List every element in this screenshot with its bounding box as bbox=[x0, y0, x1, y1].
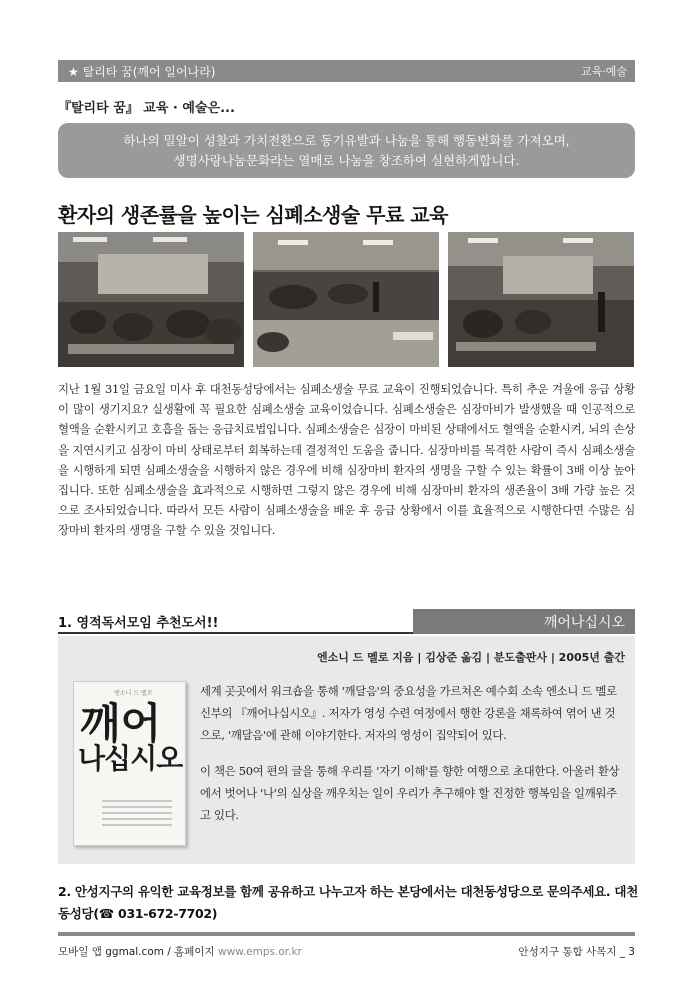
cpr-class-photo-1 bbox=[58, 232, 244, 367]
book-cover-title-top: 깨어 bbox=[80, 699, 162, 748]
intro-line: 생명사랑나눔문화라는 열매로 나눔을 창조하여 실현하게합니다. bbox=[173, 153, 520, 168]
page-label: 안성지구 통합 사목지 _ 3 bbox=[518, 946, 635, 958]
photo-strip bbox=[58, 232, 635, 367]
footer-divider bbox=[58, 932, 635, 936]
cpr-class-photo-3 bbox=[448, 232, 634, 367]
section-header-bar bbox=[58, 60, 635, 82]
book-description-paragraph: 이 책은 50여 편의 글을 통해 우리를 '자기 이해'를 향한 여행으로 초대한다. 아울러 환상에서 벗어나 '나'의 실상을 깨우치는 일이 우리가 추구해야 할 진정한 행복임을 일깨워주고 있다. bbox=[200, 764, 620, 822]
footer-homepage-link[interactable]: www.emps.or.kr bbox=[218, 946, 302, 958]
intro-line: 하나의 밀알이 성찰과 가치전환으로 동기유발과 나눔을 통해 행동변화를 가져오며, bbox=[123, 133, 570, 148]
footer-links bbox=[58, 944, 302, 959]
photo-image bbox=[58, 232, 244, 367]
recommendation-label: 1. 영적독서모임 추천도서!! bbox=[58, 616, 219, 631]
book-cover-author: 엔소니 드 멜로 bbox=[114, 690, 153, 697]
recommendation-header bbox=[58, 609, 635, 634]
article-body: 지난 1월 31일 금요일 미사 후 대천동성당에서는 심폐소생술 무료 교육이 진행되었습니다. 특히 추운 겨울에 응급 상황이 많이 생기지요? 실생활에 꼭 필요한 심폐소생술 교육이었습니다. 심폐소생술은 심장마비가 발생했을 때 인공적으로 혈액을 순환시키고 호흡을 돕는 응급치료법입니다. 심폐소생술은 심장이 마비된 상태에서도 혈액을 순환시켜, 뇌의 손상을 지연시키고 심장이 마비 상태로부터 회복하는데 결정적인 도움을 줍니다. 심장마비를 목격한 사람이 즉시 심폐소생술을 시행하게 되면 심폐소생술을 시행하지 않은 경우에 비해 심장마비 환자의 생명을 구할 수 있는 확률이 3배 이상 높아집니다. 또한 심폐소생술을 효과적으로 시행하면 그렇지 않은 경우에 비해 심장마비 환자의 생존율이 3배 가량 높은 것으로 조사되었습니다. 따라서 모든 사람이 심폐소생술을 배운 후 응급 상황에서 이를 효율적으로 시행한다면 수많은 심장마비 환자의 생명을 구할 수 있을 것입니다. bbox=[58, 382, 635, 538]
intro-heading: 『탈리타 꿈』 교육 · 예술은... bbox=[58, 101, 235, 116]
cpr-class-photo-2 bbox=[253, 232, 439, 367]
intro-box bbox=[58, 123, 635, 178]
section-title: ★ 탈리타 꿈(깨어 일어나라) bbox=[68, 65, 216, 79]
photo-image bbox=[448, 232, 634, 367]
footer-mobile: 모바일 앱 ggmal.com / 홈페이지 bbox=[58, 946, 219, 958]
photo-image bbox=[253, 232, 439, 367]
recommendation-panel bbox=[58, 636, 635, 864]
section-category: 교육·예술 bbox=[580, 65, 627, 78]
contact-notice: 2. 안성지구의 유익한 교육정보를 함께 공유하고 나누고자 하는 본당에서는 대천동성당으로 문의주세요. 대천동성당(☎ 031-672-7702) bbox=[58, 884, 638, 921]
book-description bbox=[200, 680, 625, 826]
book-title-tag: 깨어나십시오 bbox=[413, 609, 635, 634]
book-cover-blurb bbox=[102, 800, 172, 830]
book-cover bbox=[73, 681, 186, 846]
book-description-paragraph: 세계 곳곳에서 워크숍을 통해 '깨달음'의 중요성을 가르쳐온 예수회 소속 엔소니 드 멜로 신부의 『깨어나십시오』. 저자가 영성 수련 여정에서 행한 강론을 채록하여 엮어 낸 것으로, '깨달음'에 관해 이야기한다. 저자의 영성이 집약되어 있다. bbox=[200, 684, 617, 742]
article-title: 환자의 생존률을 높이는 심폐소생술 무료 교육 bbox=[58, 203, 448, 227]
book-cover-title-bottom: 나십시오 bbox=[78, 742, 183, 775]
book-meta: 엔소니 드 멜로 지음 | 김상준 옮김 | 분도출판사 | 2005년 출간 bbox=[317, 651, 625, 664]
